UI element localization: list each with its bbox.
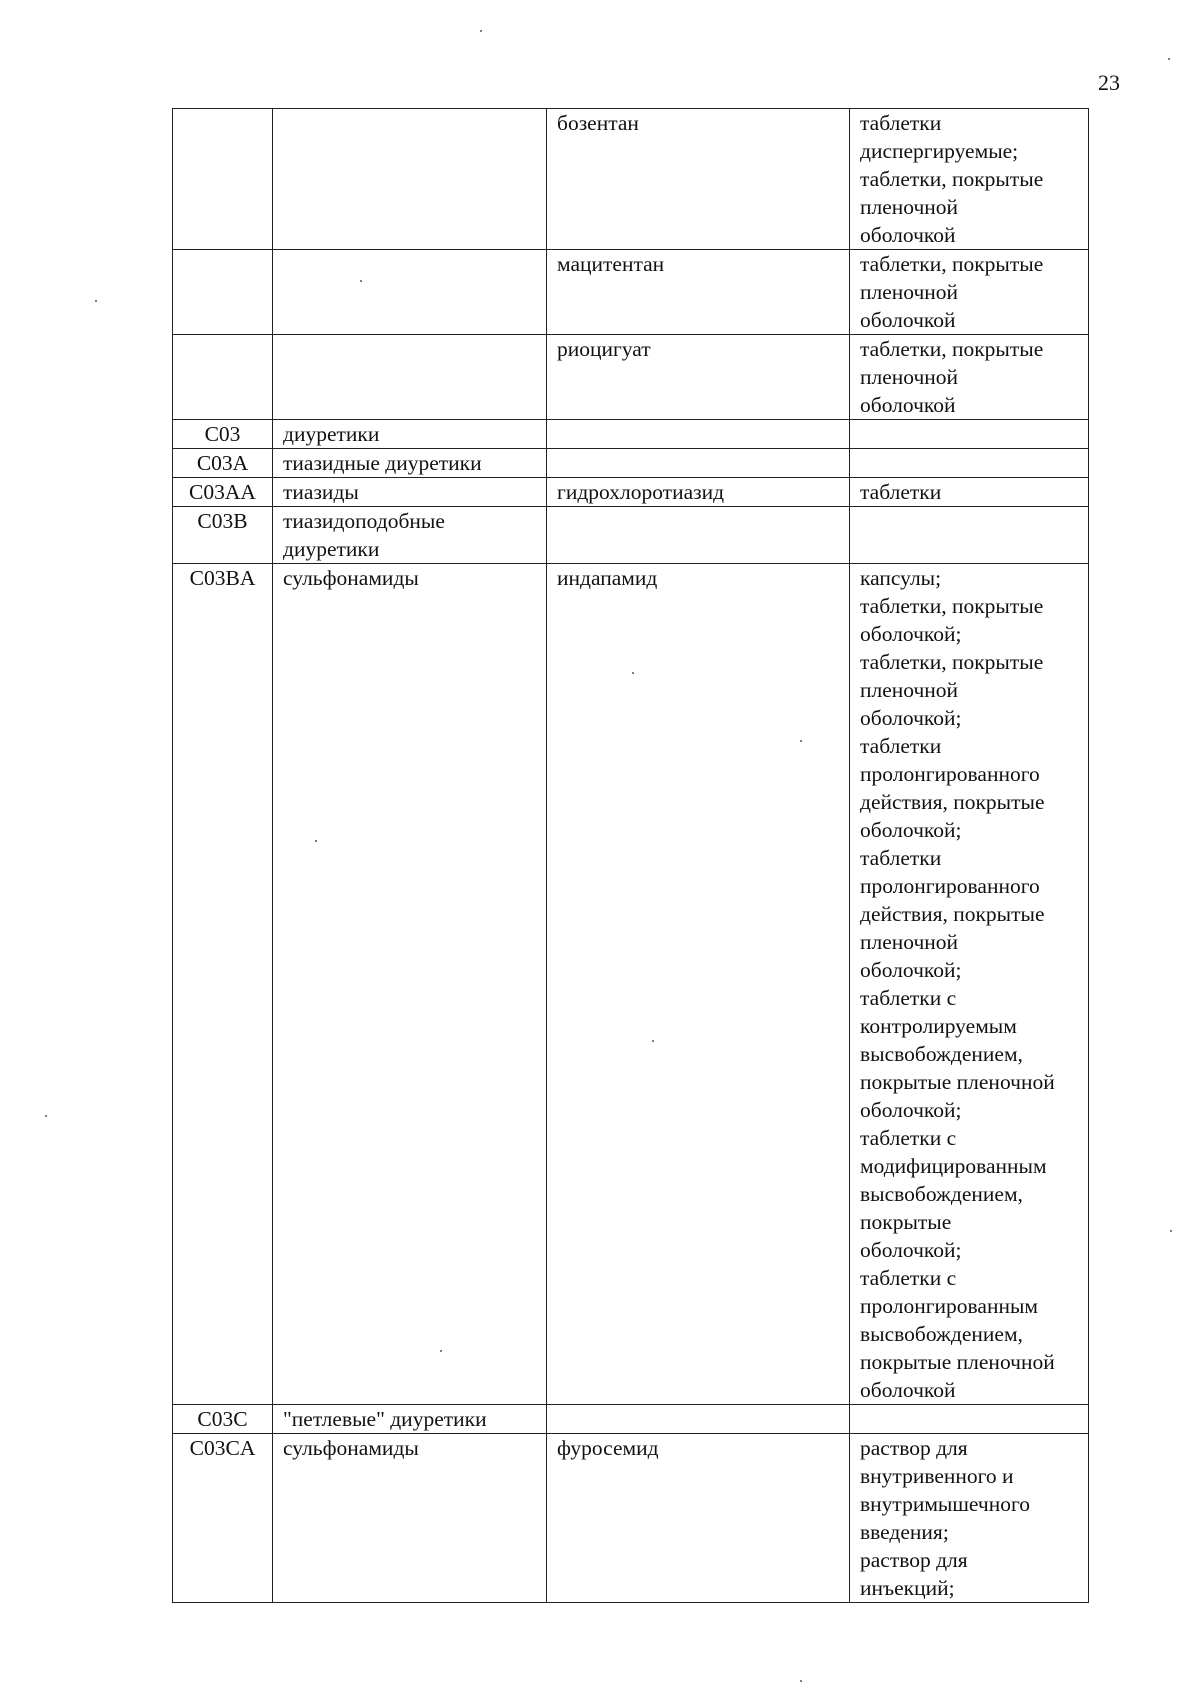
dosage-form-line: пролонгированного — [860, 762, 1040, 786]
dosage-form-line: таблетки с — [860, 1126, 957, 1150]
drug-name-cell — [547, 507, 850, 564]
drug-name-cell: фуросемид — [547, 1434, 850, 1603]
dosage-form-line: диспергируемые; — [860, 139, 1019, 163]
dosage-form-cell — [850, 109, 1089, 250]
group-line: тиазидные диуретики — [283, 451, 482, 475]
group-line: тиазиды — [283, 480, 359, 504]
dosage-form-line: оболочкой; — [860, 958, 962, 982]
anatomical-group-cell — [273, 335, 547, 420]
dosage-form-cell — [850, 250, 1089, 335]
table-row — [173, 250, 1089, 335]
table-row — [173, 1434, 1089, 1603]
scan-speck — [800, 740, 802, 742]
dosage-form-line: введения; — [860, 1520, 949, 1544]
dosage-form-line: таблетки, покрытые — [860, 252, 1044, 276]
scan-speck — [632, 672, 634, 674]
scan-speck — [315, 840, 317, 842]
dosage-form-line: действия, покрытые — [860, 790, 1045, 814]
table-row — [173, 449, 1089, 478]
dosage-form-line: таблетки, покрытые — [860, 337, 1044, 361]
anatomical-group-cell — [273, 449, 547, 478]
scan-speck — [1168, 58, 1170, 60]
dosage-form-line: контролируемым — [860, 1014, 1017, 1038]
drug-name-cell — [547, 449, 850, 478]
dosage-form-line: таблетки — [860, 846, 942, 870]
dosage-form-line: покрытые пленочной — [860, 1350, 1055, 1374]
drug-name-cell — [547, 420, 850, 449]
scan-speck — [652, 1040, 654, 1042]
group-line: диуретики — [283, 422, 380, 446]
group-line: "петлевые" диуретики — [283, 1407, 487, 1431]
anatomical-group-cell — [273, 1434, 547, 1603]
dosage-form-line: таблетки, покрытые — [860, 650, 1044, 674]
table-row — [173, 335, 1089, 420]
dosage-form-line: оболочкой; — [860, 622, 962, 646]
dosage-form-line: таблетки с — [860, 986, 957, 1010]
dosage-form-line: таблетки — [860, 111, 942, 135]
dosage-form-cell — [850, 507, 1089, 564]
atc-code-cell: C03BA — [173, 564, 273, 1405]
dosage-form-line: капсулы; — [860, 566, 942, 590]
dosage-form-line: оболочкой; — [860, 1238, 962, 1262]
table-row — [173, 1405, 1089, 1434]
atc-code-cell: C03AA — [173, 478, 273, 507]
scan-speck — [800, 1680, 802, 1682]
dosage-form-line: пленочной — [860, 280, 959, 304]
dosage-form-line: оболочкой — [860, 308, 956, 332]
anatomical-group-cell — [273, 564, 547, 1405]
scan-speck — [360, 280, 362, 282]
atc-code-cell: C03 — [173, 420, 273, 449]
group-line: тиазидоподобные — [283, 509, 445, 533]
dosage-form-line: пленочной — [860, 195, 959, 219]
dosage-form-cell — [850, 564, 1089, 1405]
atc-code-cell: C03C — [173, 1405, 273, 1434]
group-line: сульфонамиды — [283, 1436, 419, 1460]
drug-name-cell: риоцигуат — [547, 335, 850, 420]
drug-name-cell — [547, 1405, 850, 1434]
dosage-form-line: внутривенного и — [860, 1464, 1014, 1488]
drug-name-cell: бозентан — [547, 109, 850, 250]
table-row — [173, 420, 1089, 449]
table-row — [173, 478, 1089, 507]
dosage-form-line: таблетки с — [860, 1266, 957, 1290]
dosage-form-line: высвобождением, — [860, 1322, 1023, 1346]
scan-speck — [1170, 1230, 1172, 1232]
dosage-form-line: оболочкой; — [860, 706, 962, 730]
dosage-form-line: пленочной — [860, 365, 959, 389]
dosage-form-line: раствор для — [860, 1548, 968, 1572]
dosage-form-line: таблетки, покрытые — [860, 167, 1044, 191]
anatomical-group-cell — [273, 250, 547, 335]
dosage-form-line: раствор для — [860, 1436, 968, 1460]
dosage-form-cell — [850, 335, 1089, 420]
table-row — [173, 507, 1089, 564]
dosage-form-line: оболочкой — [860, 393, 956, 417]
dosage-form-line: оболочкой; — [860, 1098, 962, 1122]
dosage-form-cell — [850, 1405, 1089, 1434]
anatomical-group-cell — [273, 420, 547, 449]
anatomical-group-cell — [273, 1405, 547, 1434]
table-row — [173, 109, 1089, 250]
dosage-form-line: оболочкой; — [860, 818, 962, 842]
dosage-form-line: таблетки — [860, 480, 942, 504]
atc-code-cell — [173, 335, 273, 420]
dosage-form-line: пролонгированного — [860, 874, 1040, 898]
drug-table — [172, 108, 1089, 1603]
anatomical-group-cell — [273, 109, 547, 250]
scan-speck — [440, 1350, 442, 1352]
dosage-form-line: действия, покрытые — [860, 902, 1045, 926]
dosage-form-line: оболочкой — [860, 1378, 956, 1402]
anatomical-group-cell — [273, 507, 547, 564]
scan-speck — [95, 300, 97, 302]
dosage-form-line: таблетки, покрытые — [860, 594, 1044, 618]
dosage-form-line: высвобождением, — [860, 1182, 1023, 1206]
dosage-form-line: оболочкой — [860, 223, 956, 247]
scan-speck — [480, 30, 482, 32]
dosage-form-line: таблетки — [860, 734, 942, 758]
dosage-form-line: инъекций; — [860, 1576, 955, 1600]
dosage-form-line: покрытые пленочной — [860, 1070, 1055, 1094]
group-line: сульфонамиды — [283, 566, 419, 590]
atc-code-cell: C03CA — [173, 1434, 273, 1603]
dosage-form-cell — [850, 420, 1089, 449]
group-line: диуретики — [283, 537, 380, 561]
dosage-form-line: высвобождением, — [860, 1042, 1023, 1066]
dosage-form-line: пленочной — [860, 930, 959, 954]
drug-name-cell: индапамид — [547, 564, 850, 1405]
drug-name-cell: гидрохлоротиазид — [547, 478, 850, 507]
atc-code-cell — [173, 109, 273, 250]
dosage-form-cell — [850, 478, 1089, 507]
anatomical-group-cell — [273, 478, 547, 507]
dosage-form-line: внутримышечного — [860, 1492, 1031, 1516]
dosage-form-line: пролонгированным — [860, 1294, 1039, 1318]
drug-name-cell: мацитентан — [547, 250, 850, 335]
table-row — [173, 564, 1089, 1405]
atc-code-cell: C03A — [173, 449, 273, 478]
dosage-form-cell — [850, 1434, 1089, 1603]
dosage-form-line: пленочной — [860, 678, 959, 702]
dosage-form-cell — [850, 449, 1089, 478]
page-number: 23 — [1098, 70, 1120, 95]
dosage-form-line: модифицированным — [860, 1154, 1047, 1178]
scan-speck — [45, 1115, 47, 1117]
table-body — [173, 109, 1089, 1603]
atc-code-cell — [173, 250, 273, 335]
dosage-form-line: покрытые — [860, 1210, 952, 1234]
atc-code-cell: C03B — [173, 507, 273, 564]
